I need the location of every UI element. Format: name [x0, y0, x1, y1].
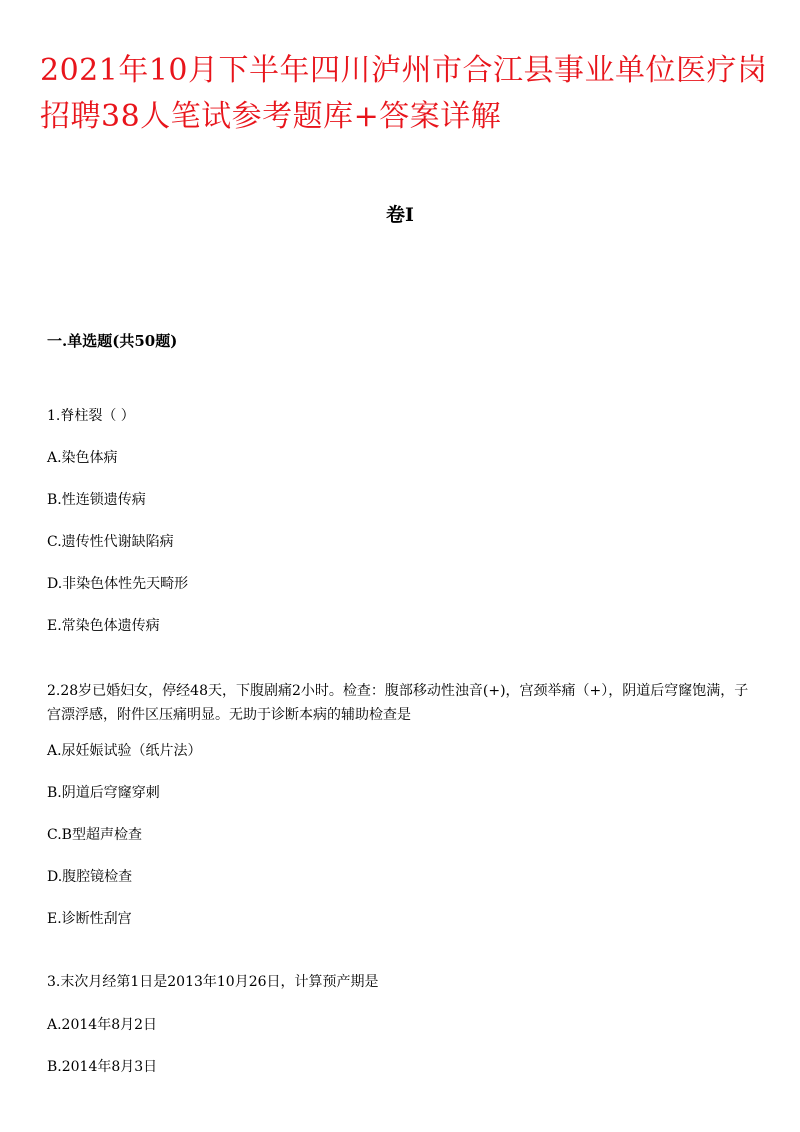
question-1-stem: 1.脊柱裂（ ）: [47, 408, 135, 424]
question-1-option-e: E.常染色体遗传病: [47, 618, 160, 634]
question-3-stem: 3.末次月经第1日是2013年10月26日，计算预产期是: [47, 974, 379, 990]
question-2-stem: 2.28岁已婚妇女，停经48天，下腹剧痛2小时。检查：腹部移动性浊音(+)，宫颈举痛（+），阴道后穹窿饱满，子宫漂浮感，附件区压痛明显。无助于诊断本病的辅助检查是: [47, 683, 749, 723]
section-heading: 一.单选题(共50题): [47, 332, 178, 350]
question-1-option-c: C.遗传性代谢缺陷病: [47, 534, 174, 550]
question-2-option-b: B.阴道后穹窿穿刺: [47, 785, 160, 801]
question-2-option-e: E.诊断性刮宫: [47, 911, 132, 927]
question-1-option-b: B.性连锁遗传病: [47, 492, 146, 508]
question-2-option-d: D.腹腔镜检查: [47, 869, 133, 885]
question-3-option-b: B.2014年8月3日: [47, 1059, 158, 1075]
question-3-option-a: A.2014年8月2日: [47, 1017, 158, 1033]
question-1-option-d: D.非染色体性先天畸形: [47, 576, 189, 592]
question-1-option-a: A.染色体病: [47, 450, 118, 466]
question-2-option-c: C.B型超声检查: [47, 827, 142, 843]
volume-heading: 卷I: [386, 204, 414, 226]
document-title: 2021年10月下半年四川泸州市合江县事业单位医疗岗招聘38人笔试参考题库+答案详解: [40, 53, 768, 134]
question-2-option-a: A.尿妊娠试验（纸片法）: [47, 743, 202, 759]
